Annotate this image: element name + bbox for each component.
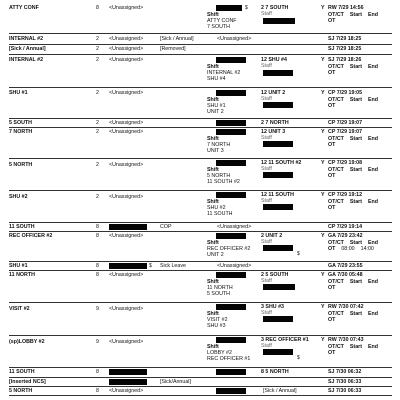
log-row bbox=[9, 270, 392, 303]
dollar-mark: $ bbox=[245, 5, 248, 11]
unit-value: 12 UNIT 2 bbox=[261, 90, 286, 96]
shift-line: SHU #4 bbox=[207, 76, 226, 82]
shift-label: Shift bbox=[207, 167, 219, 173]
shift-line: 7 SOUTH bbox=[207, 24, 230, 30]
y-flag: Y bbox=[321, 337, 325, 343]
note: [Sick / Annual] bbox=[160, 36, 194, 42]
redaction-bar bbox=[216, 57, 246, 63]
redaction-bar bbox=[109, 224, 147, 230]
end-label: End bbox=[367, 12, 378, 18]
unit-value: 12 11 SOUTH #2 bbox=[261, 160, 302, 166]
staff-label: Staff bbox=[261, 278, 272, 284]
ot-block bbox=[328, 64, 384, 76]
ot-label: OT bbox=[328, 285, 336, 291]
post-name: REC OFFICER #2 bbox=[9, 233, 53, 239]
shift-line: SHU #1 bbox=[207, 103, 226, 109]
ot-label: OT bbox=[328, 70, 336, 76]
unit-block bbox=[261, 337, 309, 349]
shift-block bbox=[207, 97, 226, 115]
post-count: 8 bbox=[96, 224, 99, 230]
assignment: <Unassigned> bbox=[109, 46, 144, 52]
shift-line: SHU #3 bbox=[207, 323, 226, 329]
unit-value: 2 7 SOUTH bbox=[261, 5, 289, 11]
note: [Sick/Annual] bbox=[160, 379, 191, 385]
shift-line: VISIT #2 bbox=[207, 317, 228, 323]
redaction-bar bbox=[216, 90, 246, 96]
log-row bbox=[9, 231, 392, 262]
redaction-bar bbox=[216, 388, 246, 394]
unit-block bbox=[261, 272, 288, 284]
log-row bbox=[9, 386, 392, 396]
unit-block bbox=[261, 90, 285, 102]
entry-stamp: CP 7/29 19:05 bbox=[328, 90, 363, 96]
staff-label: Staff bbox=[261, 310, 272, 316]
unit-value: 2 UNIT 2 bbox=[261, 233, 283, 239]
redaction-bar bbox=[216, 272, 246, 278]
y-flag: Y bbox=[321, 233, 325, 239]
ot-ct-label: OT/CT bbox=[328, 311, 344, 317]
assignment: <Unassigned> bbox=[109, 120, 144, 126]
assignment: <Unassigned> bbox=[109, 162, 144, 168]
redaction-bar bbox=[263, 284, 295, 290]
post-name: 5 NORTH bbox=[9, 388, 33, 394]
start-label: Start bbox=[349, 136, 362, 142]
post-count: 2 bbox=[96, 162, 99, 168]
redaction-bar bbox=[263, 349, 293, 355]
staff-label: Staff bbox=[261, 96, 272, 102]
post-name: ATTY CONF bbox=[9, 5, 39, 11]
ot-block bbox=[328, 311, 384, 323]
entry-stamp: SJ 7/30 06:32 bbox=[328, 369, 362, 375]
assignment: <Unassigned> bbox=[109, 233, 144, 239]
redaction-bar bbox=[263, 245, 293, 251]
assignment: <Unassigned> bbox=[109, 129, 144, 135]
start-label: Start bbox=[349, 12, 362, 18]
unit-value: [Sick / Annual] bbox=[263, 388, 297, 394]
post-name: SHU #1 bbox=[9, 90, 28, 96]
unit-block bbox=[261, 160, 301, 172]
post-count: 8 bbox=[96, 263, 99, 269]
post-count: 2 bbox=[96, 36, 99, 42]
post-name: 7 NORTH bbox=[9, 129, 33, 135]
entry-stamp: GA 7/29 23:55 bbox=[328, 263, 363, 269]
redaction-bar bbox=[216, 337, 246, 343]
start-label: Start bbox=[349, 240, 362, 246]
unit-value: 3 SHU #3 bbox=[261, 304, 284, 310]
redaction-bar bbox=[216, 192, 246, 198]
ot-block bbox=[328, 12, 384, 24]
entry-stamp: RW 7/29 14:56 bbox=[328, 5, 364, 11]
shift-block bbox=[207, 311, 228, 329]
staff-label: Staff bbox=[261, 343, 272, 349]
redaction-bar bbox=[216, 160, 246, 166]
end-label: End bbox=[367, 64, 378, 70]
post-name: SHU #1 bbox=[9, 263, 28, 269]
unit-value: 12 11 SOUTH bbox=[261, 192, 294, 198]
redaction-bar bbox=[263, 70, 293, 76]
unit-value: <Unassigned> bbox=[217, 224, 252, 230]
ot-block bbox=[328, 279, 384, 291]
entry-stamp: SJ 7/29 18:26 bbox=[328, 57, 362, 63]
shift-line: LOBBY #2 bbox=[207, 350, 232, 356]
shift-line: REC OFFICER #2 bbox=[207, 246, 251, 252]
start-label: Start bbox=[349, 199, 362, 205]
shift-line: 11 NORTH bbox=[207, 285, 233, 291]
post-count: 8 bbox=[96, 369, 99, 375]
y-flag: Y bbox=[321, 90, 325, 96]
shift-block bbox=[207, 64, 240, 82]
ot-ct-label: OT/CT bbox=[328, 12, 344, 18]
redaction-bar bbox=[216, 233, 246, 239]
end-time: 14:00 bbox=[360, 246, 374, 252]
note: [Removed] bbox=[160, 46, 186, 52]
unit-block bbox=[261, 304, 284, 316]
ot-block bbox=[328, 344, 384, 356]
shift-line: SHU #2 bbox=[207, 205, 226, 211]
redaction-bar bbox=[216, 369, 246, 375]
unit-block bbox=[261, 192, 294, 204]
log-row bbox=[9, 87, 392, 119]
ot-label: OT bbox=[328, 18, 336, 24]
y-flag: Y bbox=[321, 304, 325, 310]
ot-label: OT bbox=[328, 350, 336, 356]
end-label: End bbox=[367, 344, 378, 350]
shift-label: Shift bbox=[207, 344, 219, 350]
start-label: Start bbox=[349, 64, 362, 70]
shift-label: Shift bbox=[207, 12, 219, 18]
shift-line: REC OFFICER #1 bbox=[207, 356, 251, 362]
y-flag: Y bbox=[321, 5, 325, 11]
post-count: 2 bbox=[96, 129, 99, 135]
ot-ct-label: OT/CT bbox=[328, 344, 344, 350]
shift-block bbox=[207, 279, 233, 297]
shift-line: 11 SOUTH bbox=[207, 211, 233, 217]
ot-block bbox=[328, 97, 384, 109]
shift-line: 7 NORTH bbox=[207, 142, 231, 148]
ot-block bbox=[328, 199, 384, 211]
staff-label: Staff bbox=[261, 135, 272, 141]
shift-block bbox=[207, 344, 250, 362]
ot-block bbox=[328, 167, 384, 179]
shift-label: Shift bbox=[207, 240, 219, 246]
y-flag: Y bbox=[321, 192, 325, 198]
assignment: <Unassigned> bbox=[109, 5, 144, 11]
log-row bbox=[9, 302, 392, 336]
staff-label: Staff bbox=[261, 63, 272, 69]
shift-block bbox=[207, 136, 230, 154]
start-time: 08:00 bbox=[341, 246, 355, 252]
unit-block bbox=[261, 57, 287, 69]
staff-label: Staff bbox=[261, 11, 272, 17]
redaction-bar bbox=[109, 263, 147, 269]
shift-line: UNIT 2 bbox=[207, 252, 224, 258]
shift-label: Shift bbox=[207, 136, 219, 142]
staff-label: Staff bbox=[261, 198, 272, 204]
entry-stamp: CP 7/29 19:14 bbox=[328, 224, 363, 230]
ot-block bbox=[328, 240, 384, 252]
start-label: Start bbox=[349, 97, 362, 103]
post-name: 5 NORTH bbox=[9, 162, 33, 168]
start-label: Start bbox=[349, 167, 362, 173]
log-row bbox=[9, 0, 392, 34]
post-name: 11 SOUTH bbox=[9, 224, 35, 230]
assignment: <Unassigned> bbox=[109, 306, 144, 312]
unit-block bbox=[261, 233, 282, 245]
y-flag: Y bbox=[321, 272, 325, 278]
unit-block bbox=[261, 5, 288, 17]
end-label: End bbox=[367, 240, 378, 246]
redaction-bar bbox=[216, 304, 246, 310]
end-label: End bbox=[367, 311, 378, 317]
shift-line: 11 SOUTH #2 bbox=[207, 179, 240, 185]
end-label: End bbox=[367, 97, 378, 103]
log-row bbox=[9, 190, 392, 223]
ot-ct-label: OT/CT bbox=[328, 97, 344, 103]
shift-label: Shift bbox=[207, 199, 219, 205]
log-row bbox=[9, 335, 392, 368]
dollar-mark: $ bbox=[149, 263, 152, 269]
redaction-bar bbox=[216, 5, 242, 11]
entry-stamp: SJ 7/29 18:25 bbox=[328, 36, 362, 42]
entry-stamp: SJ 7/30 06:33 bbox=[328, 379, 362, 385]
post-name: (sp)LOBBY #2 bbox=[9, 339, 45, 345]
y-flag: Y bbox=[321, 160, 325, 166]
redaction-bar bbox=[263, 141, 293, 147]
post-name: INTERNAL #2 bbox=[9, 36, 44, 42]
shift-label: Shift bbox=[207, 97, 219, 103]
shift-block bbox=[207, 12, 237, 30]
post-count: 2 bbox=[96, 90, 99, 96]
start-label: Start bbox=[349, 344, 362, 350]
assignment: <Unassigned> bbox=[109, 272, 144, 278]
entry-stamp: CP 7/29 19:07 bbox=[328, 129, 363, 135]
entry-stamp: CP 7/29 19:08 bbox=[328, 160, 363, 166]
assignment: <Unassigned> bbox=[109, 194, 144, 200]
entry-stamp: RW 7/30 07:42 bbox=[328, 304, 364, 310]
start-label: Start bbox=[349, 311, 362, 317]
entry-stamp: GA 7/30 05:48 bbox=[328, 272, 363, 278]
entry-stamp: GA 7/29 23:42 bbox=[328, 233, 363, 239]
unit-value: <Unassigned> bbox=[217, 36, 252, 42]
post-name: INTERNAL #2 bbox=[9, 57, 44, 63]
unit-value: 3 REC OFFICER #1 bbox=[261, 337, 309, 343]
unit-value: 2 7 NORTH bbox=[261, 120, 289, 126]
end-label: End bbox=[367, 279, 378, 285]
redaction-bar bbox=[263, 102, 293, 108]
ot-ct-label: OT/CT bbox=[328, 199, 344, 205]
redaction-bar bbox=[263, 18, 295, 24]
staff-label: Staff bbox=[261, 166, 272, 172]
staff-label: Staff bbox=[261, 239, 272, 245]
post-count: 2 bbox=[96, 46, 99, 52]
ot-ct-label: OT/CT bbox=[328, 167, 344, 173]
ot-label: OT bbox=[328, 173, 336, 179]
entry-stamp: SJ 7/30 06:33 bbox=[328, 388, 362, 394]
shift-label: Shift bbox=[207, 279, 219, 285]
unit-value: 12 SHU #4 bbox=[261, 57, 287, 63]
assignment: <Unassigned> bbox=[109, 388, 144, 394]
ot-label: OT bbox=[328, 317, 336, 323]
shift-label: Shift bbox=[207, 311, 219, 317]
post-count: 8 bbox=[96, 272, 99, 278]
entry-stamp: SJ 7/29 18:25 bbox=[328, 46, 362, 52]
post-name: SHU #2 bbox=[9, 194, 28, 200]
log-row bbox=[9, 158, 392, 191]
y-flag: Y bbox=[321, 129, 325, 135]
assignment: <Unassigned> bbox=[109, 57, 144, 63]
shift-line: ATTY CONF bbox=[207, 18, 237, 24]
assignment: <Unassigned> bbox=[109, 339, 144, 345]
redaction-bar bbox=[216, 129, 246, 135]
end-label: End bbox=[367, 136, 378, 142]
ot-label: OT bbox=[328, 246, 336, 252]
entry-stamp: RW 7/30 07:43 bbox=[328, 337, 364, 343]
post-name: 5 SOUTH bbox=[9, 120, 32, 126]
redaction-bar bbox=[216, 120, 246, 126]
ot-label: OT bbox=[328, 103, 336, 109]
shift-block bbox=[207, 199, 233, 217]
redaction-bar bbox=[263, 204, 293, 210]
ot-ct-label: OT/CT bbox=[328, 279, 344, 285]
redaction-bar bbox=[263, 172, 293, 178]
post-count: 2 bbox=[96, 194, 99, 200]
unit-value: <Unassigned> bbox=[217, 263, 252, 269]
shift-block bbox=[207, 167, 240, 185]
post-name: [Inserted NCS] bbox=[9, 379, 46, 385]
ot-ct-label: OT/CT bbox=[328, 64, 344, 70]
end-label: End bbox=[367, 167, 378, 173]
post-count: 9 bbox=[96, 306, 99, 312]
post-count: 8 bbox=[96, 388, 99, 394]
redaction-bar bbox=[109, 369, 147, 375]
unit-value: 12 UNIT 3 bbox=[261, 129, 286, 135]
assignment: <Unassigned> bbox=[109, 90, 144, 96]
shift-line: 5 NORTH bbox=[207, 173, 231, 179]
entry-stamp: CP 7/29 19:07 bbox=[328, 120, 363, 126]
redaction-bar bbox=[263, 316, 293, 322]
entry-stamp: CP 7/29 19:12 bbox=[328, 192, 363, 198]
log-row bbox=[9, 54, 392, 88]
post-name: VISIT #2 bbox=[9, 306, 30, 312]
post-count: 8 bbox=[96, 233, 99, 239]
post-count: 2 bbox=[96, 57, 99, 63]
shift-line: 5 SOUTH bbox=[207, 291, 230, 297]
shift-block bbox=[207, 240, 250, 258]
unit-value: 2 5 SOUTH bbox=[261, 272, 289, 278]
note: COP bbox=[160, 224, 172, 230]
post-name: [Sick / Annual] bbox=[9, 46, 46, 52]
end-label: End bbox=[367, 199, 378, 205]
dollar-mark: $ bbox=[297, 251, 300, 257]
unit-value: 8 5 NORTH bbox=[261, 369, 289, 375]
ot-label: OT bbox=[328, 205, 336, 211]
post-count: 2 bbox=[96, 120, 99, 126]
ot-ct-label: OT/CT bbox=[328, 240, 344, 246]
ot-ct-label: OT/CT bbox=[328, 136, 344, 142]
shift-line: UNIT 2 bbox=[207, 109, 224, 115]
post-name: 11 SOUTH bbox=[9, 369, 35, 375]
post-name: 11 NORTH bbox=[9, 272, 35, 278]
ot-block bbox=[328, 136, 384, 148]
log-row bbox=[9, 127, 392, 159]
unit-block bbox=[261, 129, 285, 141]
redaction-bar bbox=[109, 379, 147, 385]
assignment: <Unassigned> bbox=[109, 36, 144, 42]
shift-line: UNIT 3 bbox=[207, 148, 224, 154]
post-count: 9 bbox=[96, 339, 99, 345]
start-label: Start bbox=[349, 279, 362, 285]
dollar-mark: $ bbox=[297, 355, 300, 361]
note: Sick Leave bbox=[160, 263, 186, 269]
post-count: 8 bbox=[96, 5, 99, 11]
ot-label: OT bbox=[328, 142, 336, 148]
shift-label: Shift bbox=[207, 64, 219, 70]
shift-line: INTERNAL #2 bbox=[207, 70, 241, 76]
y-flag: Y bbox=[321, 57, 325, 63]
